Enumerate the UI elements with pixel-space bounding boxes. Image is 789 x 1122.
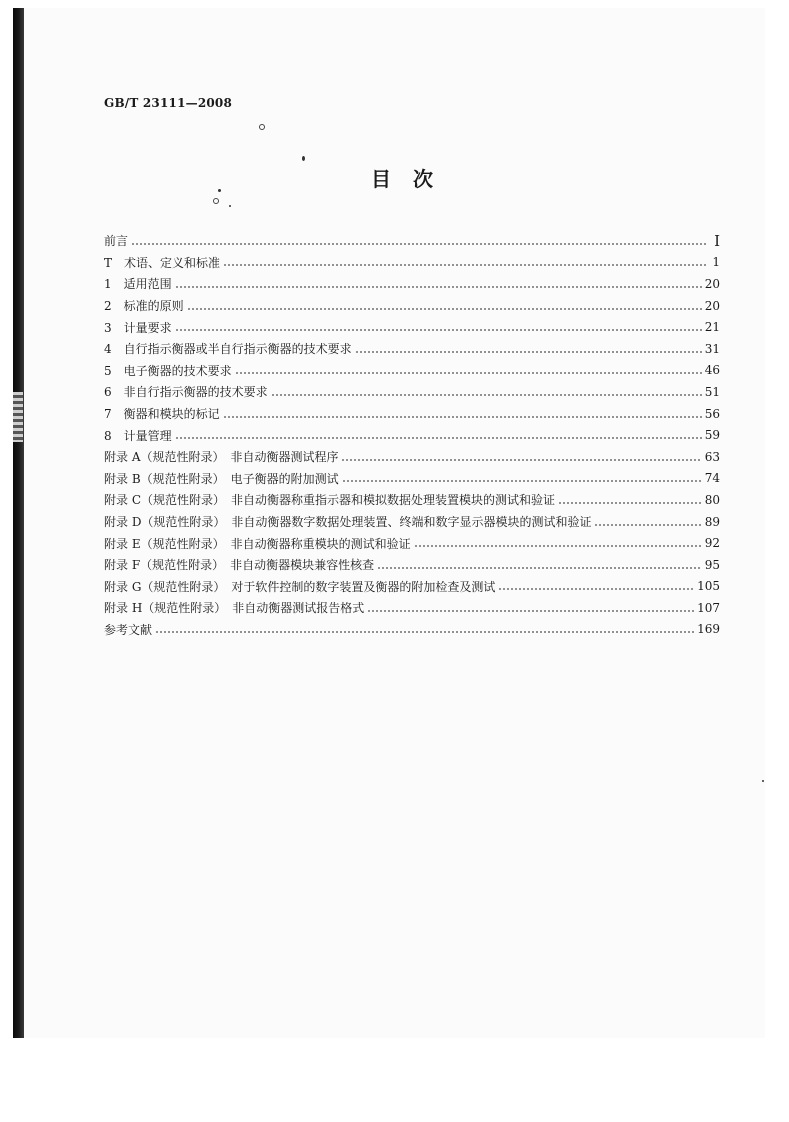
- toc-entry[interactable]: [104, 252, 720, 274]
- dot-leader: [367, 610, 694, 612]
- toc-entry-label: 前言: [104, 234, 129, 249]
- dot-leader: [414, 545, 702, 547]
- toc-entry[interactable]: [104, 489, 720, 511]
- scan-speck: [218, 189, 221, 192]
- dot-leader: [131, 243, 707, 245]
- dot-leader: [223, 264, 707, 266]
- toc-entry-label: 附录 B（规范性附录） 电子衡器的附加测试: [104, 471, 339, 486]
- toc-entry-page: 169: [697, 622, 720, 637]
- table-of-contents: [104, 230, 720, 640]
- dot-leader: [175, 437, 702, 439]
- toc-entry[interactable]: [104, 381, 720, 403]
- toc-entry[interactable]: [104, 554, 720, 576]
- toc-entry[interactable]: [104, 403, 720, 425]
- scan-speck: [213, 198, 219, 204]
- toc-entry-page: Ⅰ: [714, 231, 720, 250]
- dot-leader: [594, 524, 701, 526]
- dot-leader: [187, 308, 702, 310]
- toc-entry-page: 92: [704, 536, 720, 551]
- dot-leader: [377, 567, 702, 569]
- toc-entry-label: 6 非自行指示衡器的技术要求: [104, 385, 268, 400]
- toc-entry-label: 5 电子衡器的技术要求: [104, 363, 232, 378]
- toc-entry-page: 95: [704, 557, 720, 572]
- toc-entry[interactable]: [104, 316, 720, 338]
- toc-entry[interactable]: [104, 424, 720, 446]
- toc-entry[interactable]: [104, 576, 720, 598]
- toc-entry-page: 107: [697, 600, 720, 615]
- toc-entry-page: 59: [704, 428, 720, 443]
- toc-entry-label: 附录 D（规范性附录） 非自动衡器数字数据处理装置、终端和数字显示器模块的测试和验证: [104, 515, 592, 530]
- toc-entry-label: 附录 H（规范性附录） 非自动衡器测试报告格式: [104, 601, 365, 616]
- scan-speck: [229, 205, 231, 207]
- dot-leader: [341, 459, 701, 461]
- toc-entry-page: 105: [697, 579, 720, 594]
- toc-entry-label: 8 计量管理: [104, 428, 172, 443]
- dot-leader: [175, 286, 702, 288]
- toc-entry[interactable]: [104, 360, 720, 382]
- dot-leader: [558, 502, 702, 504]
- toc-entry[interactable]: [104, 597, 720, 619]
- toc-entry[interactable]: [104, 295, 720, 317]
- toc-entry[interactable]: [104, 619, 720, 641]
- toc-entry[interactable]: [104, 338, 720, 360]
- toc-entry-page: 21: [704, 320, 720, 335]
- toc-entry-label: 4 自行指示衡器或半自行指示衡器的技术要求: [104, 342, 352, 357]
- toc-entry[interactable]: [104, 446, 720, 468]
- toc-entry-page: 51: [704, 384, 720, 399]
- scan-speck: [762, 780, 764, 782]
- dot-leader: [235, 372, 702, 374]
- dot-leader: [223, 416, 702, 418]
- scan-speck: [302, 156, 305, 161]
- toc-entry[interactable]: [104, 273, 720, 295]
- toc-entry-label: 附录 G（规范性附录） 对于软件控制的数字装置及衡器的附加检查及测试: [104, 579, 496, 594]
- toc-entry-label: T 术语、定义和标准: [104, 255, 221, 270]
- toc-entry[interactable]: [104, 230, 720, 252]
- toc-entry-label: 附录 A（规范性附录） 非自动衡器测试程序: [104, 450, 339, 465]
- scan-speck: [259, 124, 265, 130]
- toc-entry-page: 1: [712, 255, 720, 270]
- toc-entry[interactable]: [104, 468, 720, 490]
- toc-entry-label: 7 衡器和模块的标记: [104, 407, 220, 422]
- toc-entry-label: 3 计量要求: [104, 320, 172, 335]
- dot-leader: [175, 329, 702, 331]
- toc-entry-page: 20: [704, 276, 720, 291]
- document-code: GB/T 23111—2008: [104, 96, 233, 110]
- toc-entry-page: 31: [704, 341, 720, 356]
- binding-mark: [13, 392, 23, 442]
- toc-entry-label: 附录 C（规范性附录） 非自动衡器称重指示器和模拟数据处理装置模块的测试和验证: [104, 493, 555, 508]
- dot-leader: [355, 351, 702, 353]
- toc-entry-page: 63: [704, 449, 720, 464]
- toc-entry-page: 89: [704, 514, 720, 529]
- toc-entry-label: 附录 E（规范性附录） 非自动衡器称重模块的测试和验证: [104, 536, 411, 551]
- toc-entry-label: 1 适用范围: [104, 277, 172, 292]
- toc-entry-label: 参考文献: [104, 622, 153, 637]
- dot-leader: [155, 631, 694, 633]
- toc-entry-page: 20: [704, 298, 720, 313]
- toc-entry[interactable]: [104, 532, 720, 554]
- toc-entry-page: 74: [704, 471, 720, 486]
- toc-entry-page: 46: [704, 363, 720, 378]
- dot-leader: [342, 480, 702, 482]
- binding-shadow: [13, 8, 24, 1038]
- toc-entry-label: 附录 F（规范性附录） 非自动衡器模块兼容性核查: [104, 558, 375, 573]
- dot-leader: [498, 588, 694, 590]
- page-title: 目 次: [371, 167, 434, 191]
- toc-entry-page: 80: [704, 492, 720, 507]
- toc-entry-page: 56: [704, 406, 720, 421]
- toc-entry[interactable]: [104, 511, 720, 533]
- toc-entry-label: 2 标准的原则: [104, 299, 184, 314]
- dot-leader: [271, 394, 702, 396]
